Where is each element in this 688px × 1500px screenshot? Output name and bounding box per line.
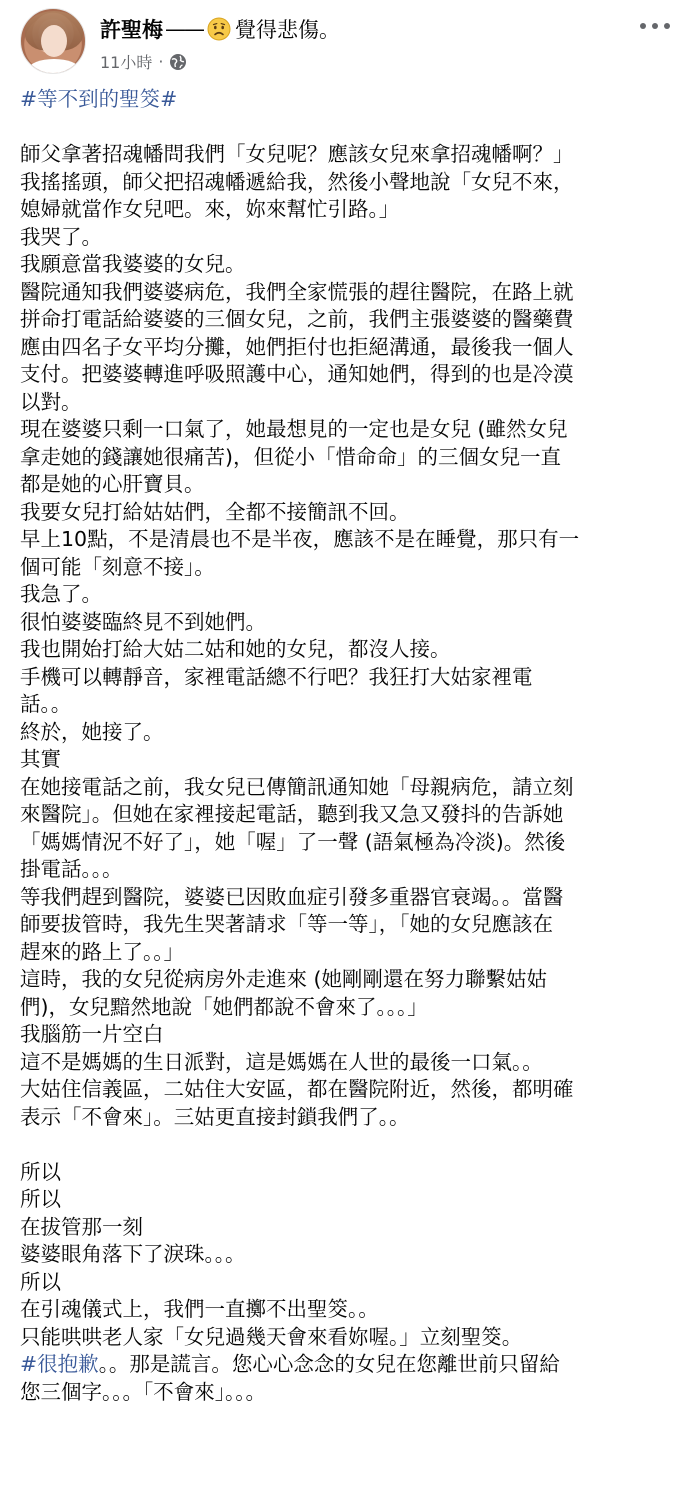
- author-name[interactable]: 許聖梅: [100, 18, 163, 42]
- post-line: 拿走她的錢讓她很痛苦)，但從小「惜命命」的三個女兒一直: [20, 444, 561, 469]
- post-line: 大姑住信義區，二姑住大安區，都在醫院附近，然後，都明確: [20, 1077, 574, 1101]
- post-line: 醫院通知我們婆婆病危，我們全家慌張的趕往醫院，在路上就: [20, 279, 574, 304]
- more-options-button[interactable]: [640, 14, 670, 38]
- post-line: 在拔管那一刻: [20, 1214, 143, 1239]
- hashtag-sorry[interactable]: #很抱歉: [20, 1352, 99, 1376]
- post-line: 婆婆眼角落下了淚珠。。。: [20, 1242, 246, 1266]
- post-line: 所以: [20, 1269, 61, 1294]
- post-line: 媳婦就當作女兒吧。來，妳來幫忙引路。」: [20, 197, 400, 221]
- post-line-text: 。。那是謊言。您心心念念的女兒在您離世前只留給: [98, 1352, 560, 1376]
- post-line: 我要女兒打給姑姑們，全都不接簡訊不回。: [20, 499, 410, 524]
- post-text: [20, 114, 670, 1352]
- post-line: 我急了。: [20, 582, 102, 606]
- post-line: 現在婆婆只剩一口氣了，她最想見的一定也是女兒 (雖然女兒: [20, 417, 568, 441]
- post-line: 都是她的心肝寶貝。: [20, 472, 205, 496]
- post-line: 以對。: [20, 389, 82, 414]
- post-line: 這時，我的女兒從病房外走進來 (她剛剛還在努力聯繫姑姑: [20, 967, 548, 991]
- post-body: [20, 86, 670, 1406]
- post-line-last-1: [20, 1351, 670, 1379]
- post-line: 在她接電話之前，我女兒已傳簡訊通知她「母親病危，請立刻: [20, 774, 574, 799]
- more-dot-icon: [652, 23, 658, 29]
- blank-line: [20, 114, 670, 142]
- post-line: 我也開始打給大姑二姑和她的女兒，都沒人接。: [20, 637, 451, 661]
- post-meta: [100, 50, 187, 73]
- post-line: 師父拿著招魂幡問我們「女兒呢？應該女兒來拿招魂幡啊？」: [20, 142, 574, 166]
- post-line: 支付。把婆婆轉進呼吸照護中心，通知她們，得到的也是冷漠: [20, 362, 574, 386]
- post-line: 在引魂儀式上，我們一直擲不出聖筊。。: [20, 1297, 379, 1321]
- post-line: 師要拔管時，我先生哭著請求「等一等」，「她的女兒應該在: [20, 912, 553, 936]
- post-timestamp[interactable]: 11小時: [100, 53, 153, 72]
- sad-face-icon: [207, 17, 231, 41]
- post-line: 早上10點，不是清晨也不是半夜，應該不是在睡覺，那只有一: [20, 527, 580, 551]
- post-line: 我願意當我婆婆的女兒。: [20, 252, 246, 276]
- post-line: 手機可以轉靜音，家裡電話總不行吧？我狂打大姑家裡電: [20, 664, 533, 689]
- post-line: 話。。: [20, 692, 72, 716]
- more-dot-icon: [640, 23, 646, 29]
- post-line: 表示「不會來」。三姑更直接封鎖我們了。。: [20, 1104, 410, 1129]
- author-avatar[interactable]: [20, 8, 86, 74]
- post-line: 我搖搖頭，師父把招魂幡遞給我，然後小聲地說「女兒不來，: [20, 169, 574, 194]
- globe-icon: [169, 53, 187, 71]
- meta-dot: ·: [158, 52, 164, 71]
- post-line: 所以: [20, 1159, 61, 1184]
- post-line-last-2: 您三個字。。。「不會來」。。。: [20, 1379, 266, 1404]
- post-line: 這不是媽媽的生日派對，這是媽媽在人世的最後一口氣。。: [20, 1049, 543, 1074]
- post-line: 來醫院」。但她在家裡接起電話，聽到我又急又發抖的告訴她: [20, 802, 564, 826]
- post-line: 所以: [20, 1187, 61, 1211]
- post-line: 其實: [20, 747, 61, 771]
- post-line: 等我們趕到醫院，婆婆已因敗血症引發多重器官衰竭。。當醫: [20, 884, 564, 909]
- post-header: [0, 0, 688, 84]
- post-line: 我腦筋一片空白: [20, 1022, 164, 1046]
- post-line: 終於，她接了。: [20, 719, 164, 744]
- post-line: 我哭了。: [20, 224, 102, 249]
- post-line: 個可能「刻意不接」。: [20, 554, 215, 579]
- post-line: 趕來的路上了。。」: [20, 939, 184, 964]
- more-dot-icon: [664, 23, 670, 29]
- blank-line: [20, 1131, 670, 1159]
- post-line: 很怕婆婆臨終見不到她們。: [20, 609, 266, 634]
- post-line: 掛電話。。。: [20, 857, 123, 881]
- hashtag-title[interactable]: #等不到的聖筊#: [20, 87, 178, 111]
- post-line: 「媽媽情況不好了」，她「喔」了一聲 (語氣極為冷淡)。然後: [20, 829, 566, 854]
- post-line: 應由四名子女平均分攤，她們拒付也拒絕溝通，最後我一個人: [20, 334, 574, 359]
- author-line: [100, 14, 340, 44]
- post-line: 只能哄哄老人家「女兒過幾天會來看妳喔。」立刻聖筊。: [20, 1324, 523, 1349]
- post-line: 拼命打電話給婆婆的三個女兒，之前，我們主張婆婆的醫藥費: [20, 307, 574, 331]
- feeling-text: 覺得悲傷。: [235, 18, 340, 42]
- feeling-separator: ——: [165, 17, 203, 41]
- post-line: 們)，女兒黯然地說「她們都說不會來了。。。」: [20, 994, 428, 1019]
